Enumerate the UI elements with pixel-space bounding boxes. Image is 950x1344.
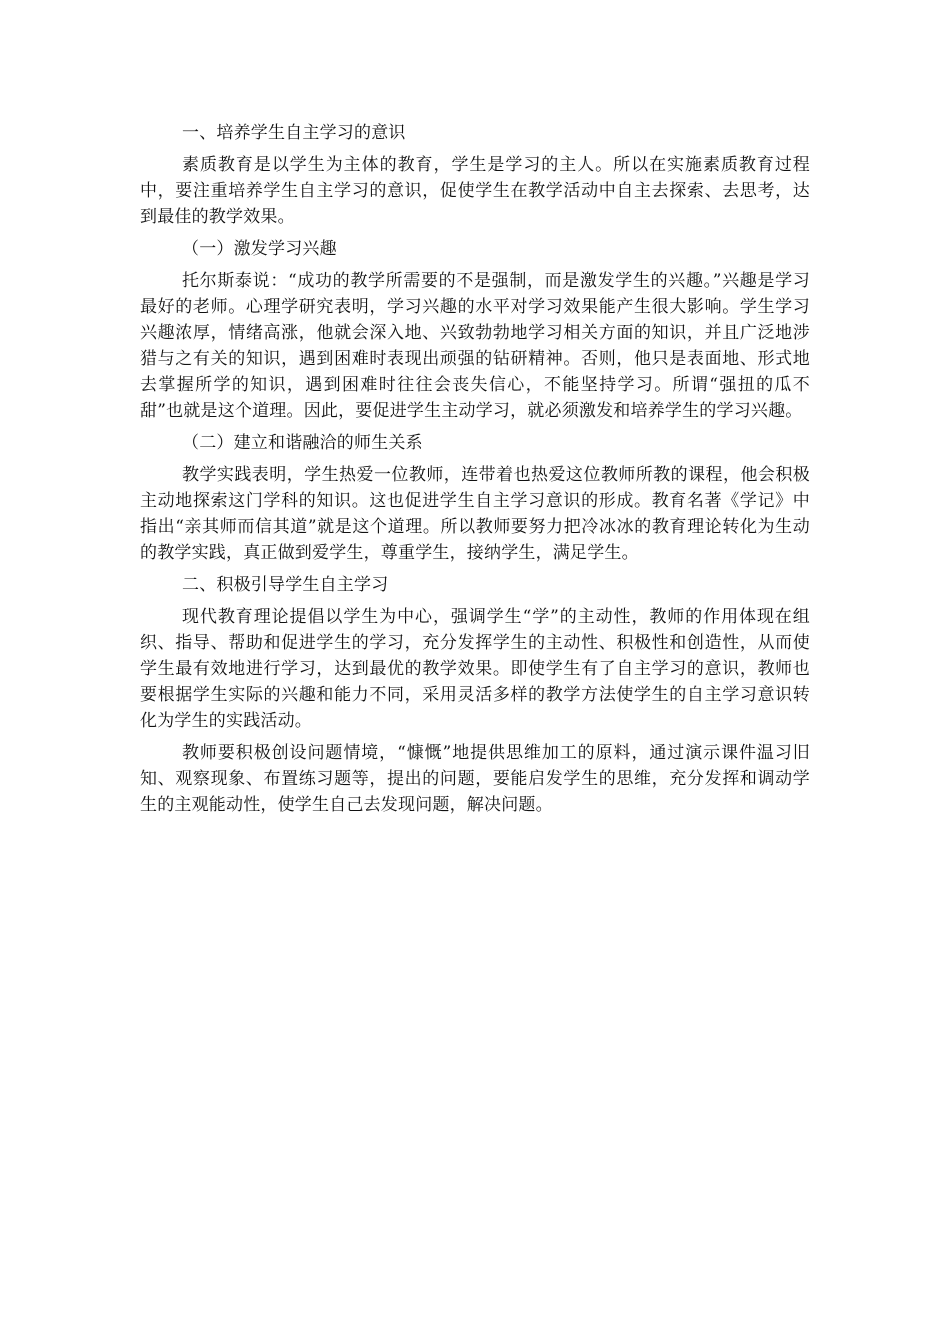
subsection-heading-2: （二）建立和谐融洽的师生关系 <box>182 433 423 453</box>
document-body <box>140 120 810 824</box>
subsection-heading-1: （一）激发学习兴趣 <box>182 239 337 259</box>
paragraph-subsection-2: 教学实践表明，学生热爱一位教师，连带着也热爱这位教师所教的课程，他会积极主动地探索这门学科的知识。这也促进学生自主学习意识的形成。教育名著《学记》中指出“亲其师而信其道”就是这个道理。所以教师要努力把冷冰冰的教育理论转化为生动的教学实践，真正做到爱学生，尊重学生，接纳学生，满足学生。 <box>140 465 810 563</box>
paragraph-section-1: 素质教育是以学生为主体的教育，学生是学习的主人。所以在实施素质教育过程中，要注重培养学生自主学习的意识，促使学生在教学活动中自主去探索、去思考，达到最佳的教学效果。 <box>140 155 810 227</box>
paragraph-section-2-a: 现代教育理论提倡以学生为中心，强调学生“学”的主动性，教师的作用体现在组织、指导、帮助和促进学生的学习，充分发挥学生的主动性、积极性和创造性，从而使学生最有效地进行学习，达到最优的教学效果。即使学生有了自主学习的意识，教师也要根据学生实际的兴趣和能力不同，采用灵活多样的教学方法使学生的自主学习意识转化为学生的实践活动。 <box>140 607 810 731</box>
section-heading-1: 一、培养学生自主学习的意识 <box>182 123 406 143</box>
section-heading-2: 二、积极引导学生自主学习 <box>182 575 389 595</box>
paragraph-section-2-b: 教师要积极创设问题情境，“慷慨”地提供思维加工的原料，通过演示课件温习旧知、观察现象、布置练习题等，提出的问题，要能启发学生的思维，充分发挥和调动学生的主观能动性，使学生自己去发现问题，解决问题。 <box>140 743 810 815</box>
paragraph-subsection-1: 托尔斯泰说：“成功的教学所需要的不是强制，而是激发学生的兴趣。”兴趣是学习最好的老师。心理学研究表明，学习兴趣的水平对学习效果能产生很大影响。学生学习兴趣浓厚，情绪高涨，他就会深入地、兴致勃勃地学习相关方面的知识，并且广泛地涉猎与之有关的知识，遇到困难时表现出顽强的钻研精神。否则，他只是表面地、形式地去掌握所学的知识，遇到困难时往往会丧失信心，不能坚持学习。所谓“强扭的瓜不甜”也就是这个道理。因此，要促进学生主动学习，就必须激发和培养学生的学习兴趣。 <box>140 271 810 421</box>
